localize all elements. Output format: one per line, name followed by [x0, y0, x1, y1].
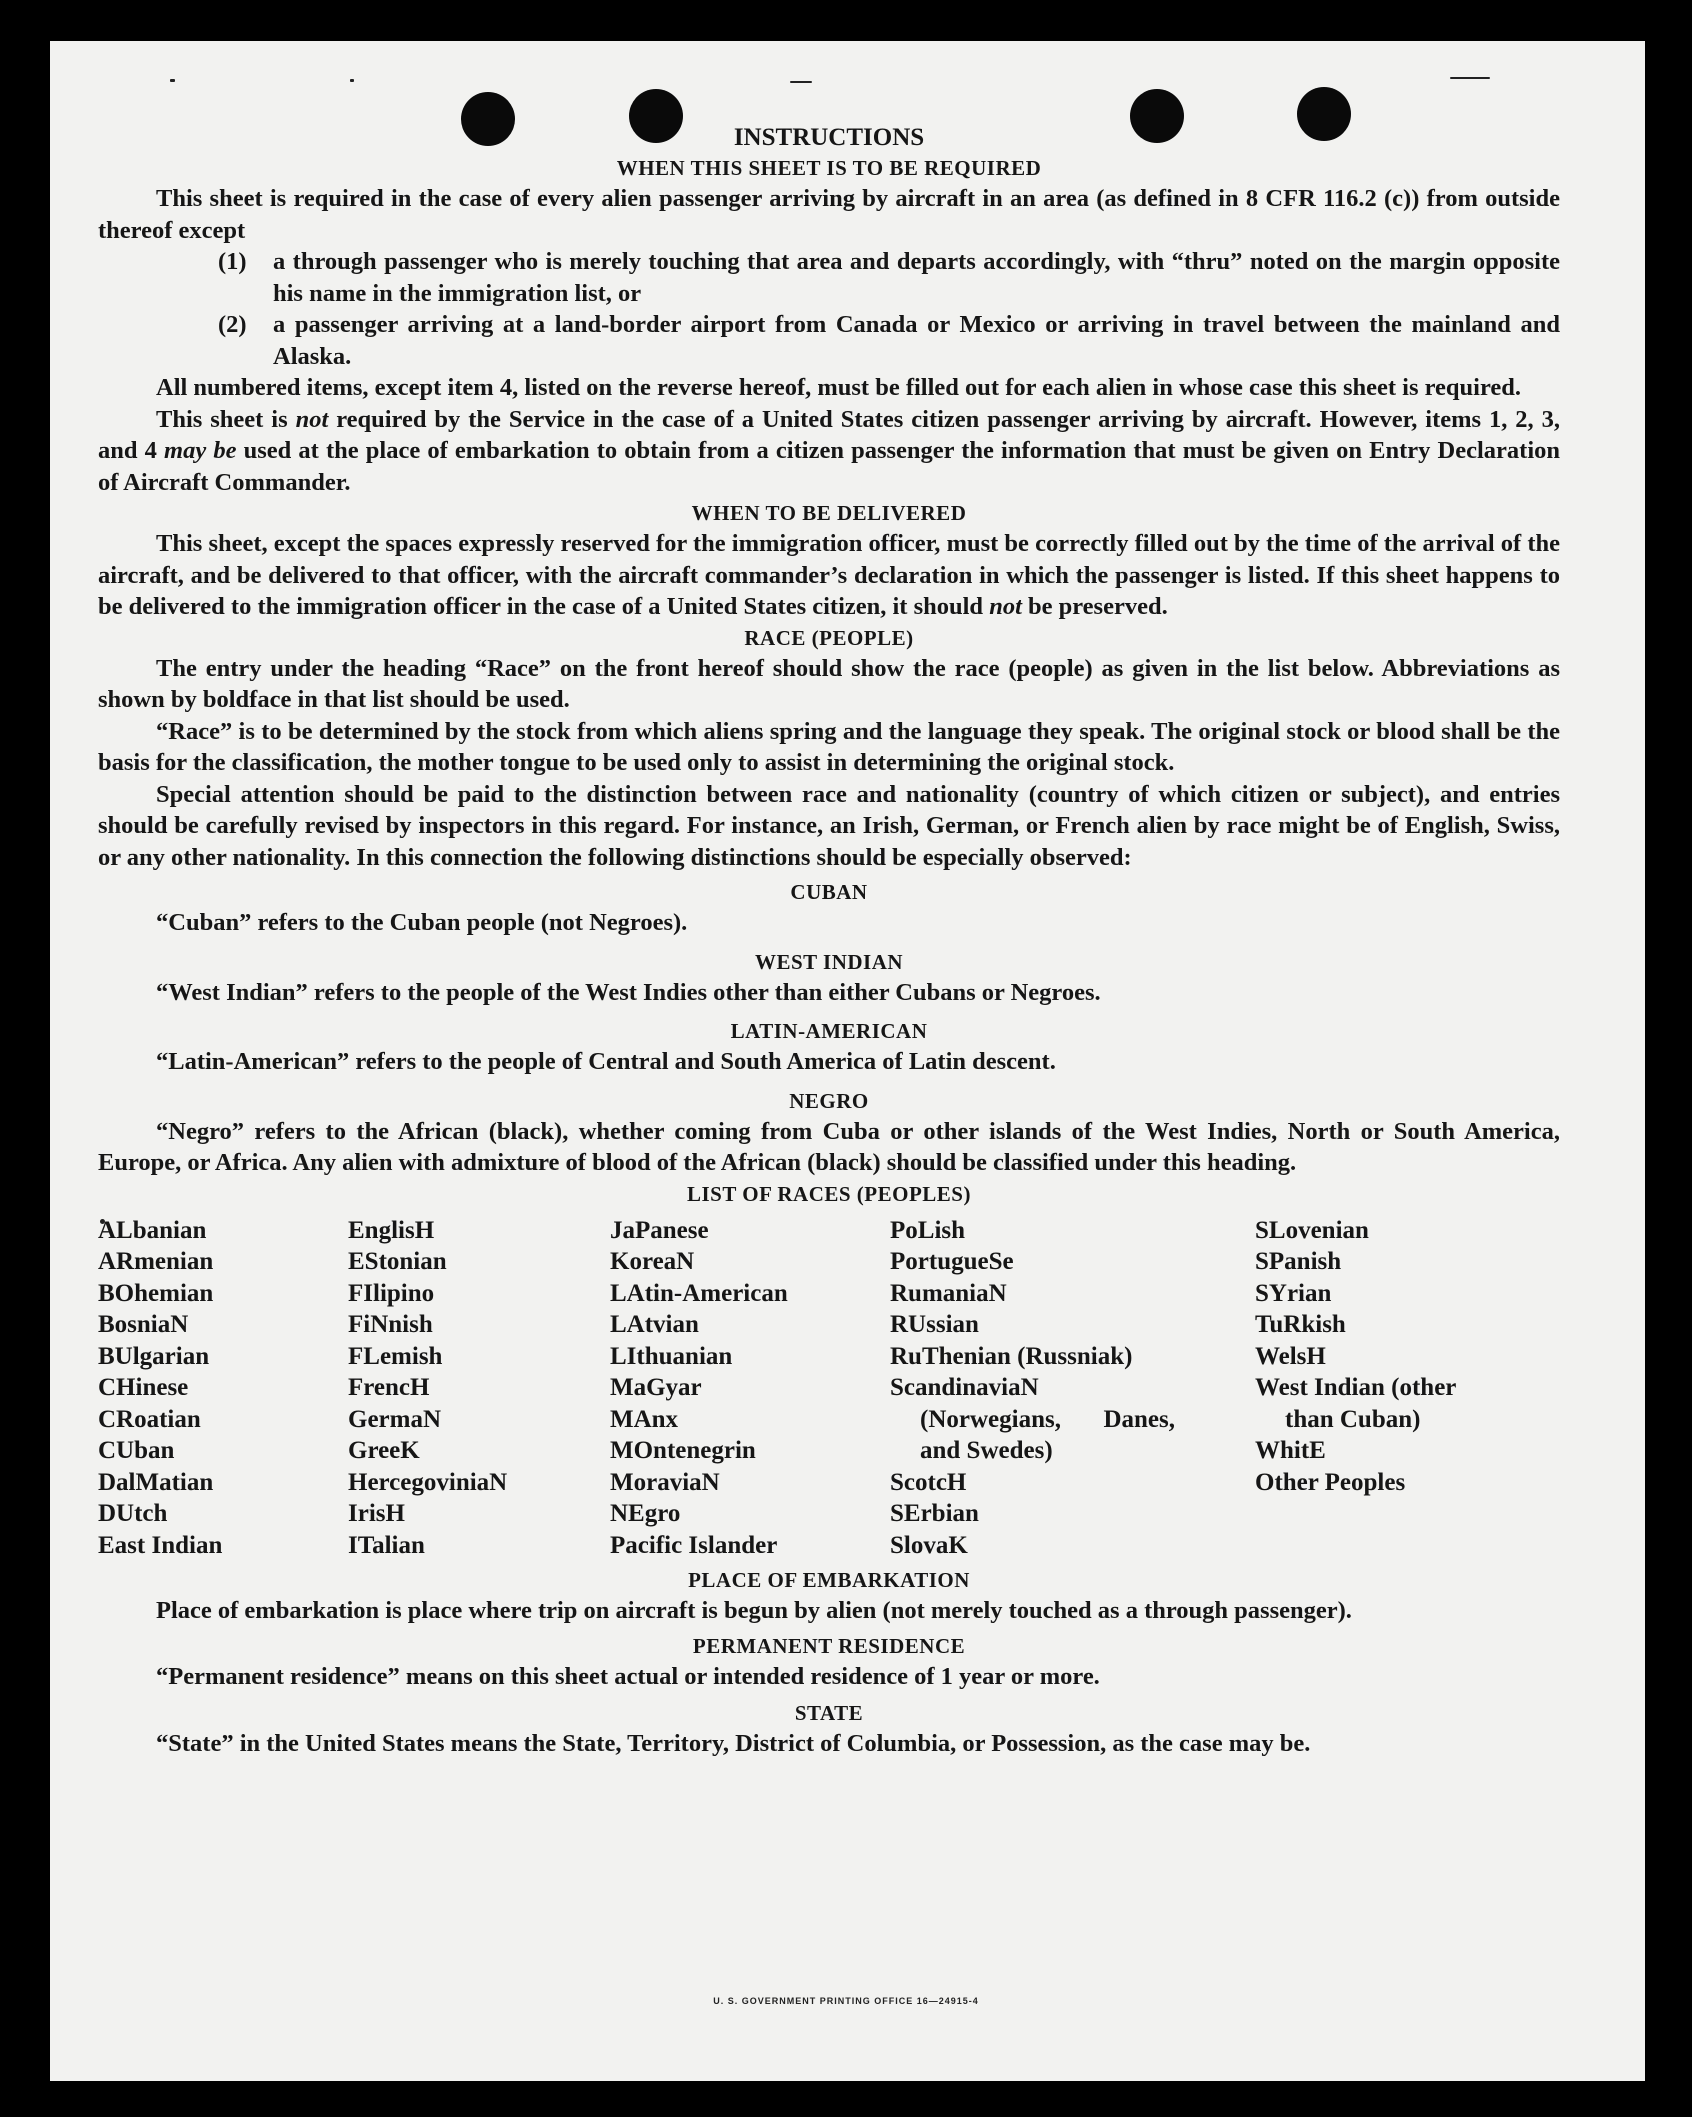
race-entry: ScotcH: [890, 1468, 967, 1496]
race-entry: BOhemian: [98, 1279, 214, 1307]
paragraph: Place of embarkation is place where trip on aircraft is begun by alien (not merely touched as a through passenger).: [156, 1597, 1352, 1624]
speck: [350, 79, 354, 82]
race-entry: SlovaK: [890, 1531, 968, 1559]
paragraph: “West Indian” refers to the people of the West Indies other than either Cubans or Negroes.: [156, 978, 1101, 1006]
race-entry: HercegoviniaN: [348, 1468, 508, 1496]
race-column: [98, 1215, 348, 1562]
race-column: [610, 1215, 890, 1562]
race-entry: ScandinaviaN (Norwegians, Danes, and Swedes): [890, 1374, 1175, 1464]
list-item: [98, 246, 1560, 309]
paragraph: This sheet is not required by the Service in the case of a United States citizen passenger arriving by aircraft. However, items 1, 2, 3, and 4 may be used at the place of embarkation to obtain from a citizen passenger the information that must be given on Entry Declaration of Aircraft Commander.: [98, 405, 1561, 496]
page-title: INSTRUCTIONS: [733, 124, 925, 151]
race-entry: PoLish: [890, 1216, 966, 1244]
race-entry: East Indian: [98, 1531, 223, 1559]
race-entry: MOntenegrin: [610, 1437, 756, 1464]
section-heading: PERMANENT RESIDENCE: [692, 1633, 966, 1658]
paragraph: The entry under the heading “Race” on the front hereof should show the race (people) as given in the list below. Abbreviations as shown by boldface in that list should be used.: [98, 654, 1560, 713]
race-entry: Other Peoples: [1255, 1468, 1406, 1496]
race-entry: DUtch: [98, 1500, 168, 1527]
speck: [170, 79, 175, 82]
race-entry: ITalian: [348, 1531, 425, 1559]
race-entry: RUssian: [890, 1311, 979, 1338]
race-entry: West Indian (other than Cuban): [1255, 1374, 1456, 1433]
race-entry: FIlipino: [348, 1279, 435, 1307]
race-entry: WhitE: [1255, 1437, 1326, 1464]
race-entry: FLemish: [348, 1342, 443, 1370]
paragraph: “State” in the United States means the State, Territory, District of Columbia, or Possession, as the case may be.: [156, 1730, 1311, 1757]
speck: [790, 81, 812, 83]
item-text: a through passenger who is merely touching that area and departs accordingly, with “thru” noted on the margin opposite his name in the immigration list, or: [273, 248, 1560, 307]
race-entry: NEgro: [610, 1500, 681, 1527]
paragraph: “Permanent residence” means on this sheet actual or intended residence of 1 year or more.: [156, 1662, 1100, 1690]
race-entry: MAnx: [610, 1405, 679, 1433]
item-text: a passenger arriving at a land-border airport from Canada or Mexico or arriving in travel between the mainland and Alaska.: [273, 311, 1560, 370]
paragraph: Special attention should be paid to the distinction between race and nationality (country of which citizen or subject), and entries should be carefully revised by inspectors in this regard. For instance, an Irish, German, or French alien by race might be of English, Swiss, or any other nationality. In this connection the following distinctions should be especially observed:: [98, 780, 1560, 871]
race-entry: BUlgarian: [98, 1342, 210, 1370]
paragraph: This sheet is required in the case of every alien passenger arriving by aircraft in an area (as defined in 8 CFR 116.2 (c)) from outside thereof except: [98, 185, 1560, 244]
race-entry: Pacific Islander: [610, 1531, 778, 1559]
race-entry: MaGyar: [610, 1374, 702, 1401]
race-entry: SLovenian: [1255, 1216, 1369, 1244]
race-entry: BosniaN: [98, 1311, 189, 1338]
race-entry: KoreaN: [610, 1248, 695, 1275]
race-entry: ALbanian: [98, 1216, 207, 1244]
paragraph: This sheet, except the spaces expressly reserved for the immigration officer, must be correctly filled out by the time of the arrival of the aircraft, and be delivered to that officer, with the aircraft commander’s declaration in which the passenger is listed. If this sheet happens to be delivered to the immigration officer in the case of a United States citizen, it should not be preserved.: [98, 530, 1560, 620]
race-list: [98, 1215, 1560, 1562]
race-entry: JaPanese: [610, 1216, 709, 1244]
race-entry: CHinese: [98, 1374, 189, 1401]
item-number: (1): [218, 248, 247, 275]
race-entry: EStonian: [348, 1248, 447, 1275]
section-heading: LATIN-AMERICAN: [730, 1019, 928, 1043]
race-column: [890, 1215, 1175, 1562]
race-entry: EnglisH: [348, 1216, 435, 1244]
race-entry: RumaniaN: [890, 1279, 1007, 1307]
race-entry: ARmenian: [98, 1248, 214, 1275]
race-entry: WelsH: [1255, 1342, 1326, 1370]
section-heading: WHEN TO BE DELIVERED: [691, 501, 967, 525]
race-entry: LIthuanian: [610, 1342, 733, 1370]
section-heading: WEST INDIAN: [754, 949, 904, 974]
paragraph: All numbered items, except item 4, listed on the reverse hereof, must be filled out for each alien in whose case this sheet is required.: [156, 374, 1522, 401]
race-entry: TuRkish: [1255, 1311, 1346, 1338]
race-entry: LAtvian: [610, 1311, 699, 1338]
race-entry: FrencH: [348, 1374, 430, 1401]
race-column: [1255, 1215, 1510, 1562]
section-heading: CUBAN: [790, 880, 868, 904]
section-heading: STATE: [794, 1701, 864, 1725]
race-entry: MoraviaN: [610, 1468, 720, 1496]
section-heading: RACE (PEOPLE): [744, 625, 914, 650]
race-entry: SPanish: [1255, 1248, 1342, 1275]
speck: [1450, 77, 1490, 79]
paragraph: “Latin-American” refers to the people of Central and South America of Latin descent.: [156, 1048, 1056, 1075]
race-entry: LAtin-American: [610, 1279, 788, 1307]
race-entry: SYrian: [1255, 1279, 1332, 1307]
instructions-body: [98, 123, 1560, 1760]
item-number: (2): [218, 311, 247, 338]
race-entry: CUban: [98, 1437, 175, 1464]
race-entry: IrisH: [348, 1500, 405, 1527]
race-entry: DalMatian: [98, 1468, 214, 1496]
race-entry: GreeK: [348, 1437, 420, 1464]
section-heading: NEGRO: [789, 1088, 869, 1113]
race-entry: RuThenian (Russniak): [890, 1342, 1133, 1370]
printer-imprint: U. S. GOVERNMENT PRINTING OFFICE 16—24915-4: [713, 1996, 979, 2006]
race-entry: FiNnish: [348, 1311, 433, 1338]
section-heading: LIST OF RACES (PEOPLES): [687, 1181, 971, 1206]
race-column: [348, 1215, 610, 1562]
race-entry: GermaN: [348, 1405, 442, 1433]
list-item: [98, 309, 1560, 372]
paragraph: “Negro” refers to the African (black), whether coming from Cuba or other islands of the West Indies, North or South America, Europe, or Africa. Any alien with admixture of blood of the African (black) should be classified under this heading.: [98, 1117, 1560, 1176]
paragraph: “Race” is to be determined by the stock from which aliens spring and the language they speak. The original stock or blood shall be the basis for the classification, the mother tongue to be used only to assist in determining the original stock.: [98, 717, 1560, 776]
race-entry: SErbian: [890, 1500, 979, 1527]
section-heading: WHEN THIS SHEET IS TO BE REQUIRED: [616, 156, 1042, 180]
race-entry: CRoatian: [98, 1405, 201, 1433]
race-entry: PortugueSe: [890, 1248, 1014, 1275]
paragraph: “Cuban” refers to the Cuban people (not Negroes).: [156, 909, 688, 936]
section-heading: PLACE OF EMBARKATION: [688, 1568, 970, 1592]
